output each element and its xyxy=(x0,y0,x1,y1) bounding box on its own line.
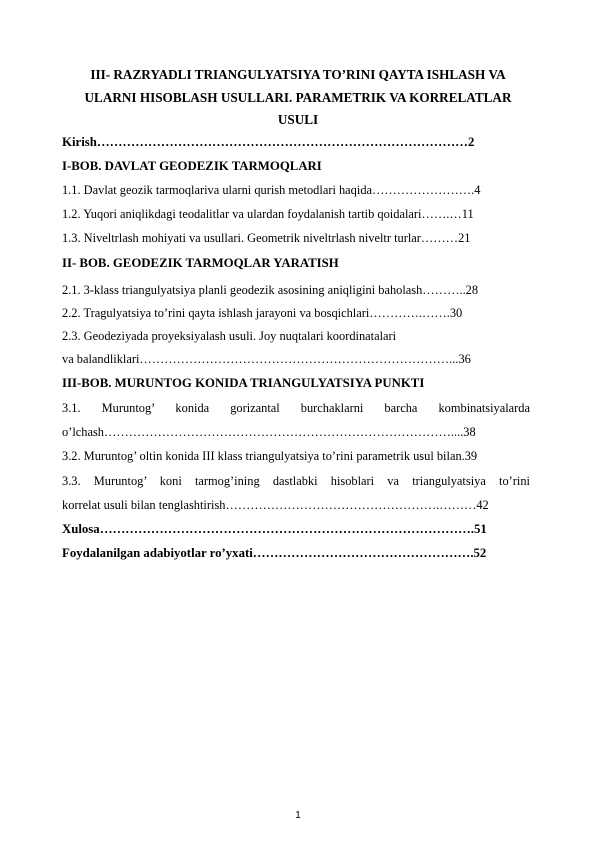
title-line-2: ULARNI HISOBLASH USULLARI. PARAMETRIK VA KORRELATLAR xyxy=(84,89,512,105)
toc-chapter-2: II- BOB. GEODEZIK TARMOQLAR YARATISH xyxy=(62,256,339,270)
toc-chapter-1: I-BOB. DAVLAT GEODEZIK TARMOQLARI xyxy=(62,159,322,173)
toc-entry-adabiyotlar: Foydalanilgan adabiyotlar ro’yxati…………………………………………….52 xyxy=(62,546,487,560)
toc-entry-3-3-line-1: 3.3. Muruntog’ koni tarmog’ining dastlabki hisoblari va triangulyatsiya to’rini xyxy=(62,474,530,488)
toc-entry-xulosa: Xulosa…………………………………………………………………………….51 xyxy=(62,522,487,536)
toc-entry-3-1-line-1: 3.1. Muruntog’ konida gorizantal burchaklarni barcha kombinatsiyalarda xyxy=(62,401,530,415)
toc-entry-3-3-line-2: korrelat usuli bilan tenglashtirish…………………………………………….………42 xyxy=(62,498,489,512)
toc-chapter-3: III-BOB. MURUNTOG KONIDA TRIANGULYATSIYA PUNKTI xyxy=(62,376,425,390)
toc-entry-2-2: 2.2. Tragulyatsiya to’rini qayta ishlash jarayoni va bosqichlari………….…….30 xyxy=(62,306,463,320)
title-line-3: USULI xyxy=(277,112,319,127)
toc-entry-3-1-line-2: o’lchash…………………………………………………………………………....38 xyxy=(62,425,476,439)
toc-entry-1-3: 1.3. Niveltrlash mohiyati va usullari. Geometrik niveltrlash niveltr turlar………21 xyxy=(62,231,471,245)
toc-entry-3-2: 3.2. Muruntog’ oltin konida III klass triangulyatsiya to’rini parametrik usul bilan.39 xyxy=(62,449,478,463)
toc-entry-2-3-line-2: va balandliklari…………………………………………………………………...36 xyxy=(62,352,471,366)
toc-entry-2-3-line-1: 2.3. Geodeziyada proyeksiyalash usuli. Joy nuqtalari koordinatalari xyxy=(62,329,397,343)
document-title xyxy=(58,64,538,132)
title-line-1: III- RAZRYADLI TRIANGULYATSIYA TO’RINI QAYTA ISHLASH VA xyxy=(90,67,506,82)
toc-entry-1-2: 1.2. Yuqori aniqlikdagi teodalitlar va ulardan foydalanish tartib qoidalari…….…11 xyxy=(62,207,474,221)
toc-entry-2-1: 2.1. 3-klass triangulyatsiya planli geodezik asosining aniqligini baholash………..28 xyxy=(62,283,479,297)
page-number: 1 xyxy=(295,810,301,821)
toc-entry-1-1: 1.1. Davlat geozik tarmoqlariva ularni qurish metodlari haqida…………………….4 xyxy=(62,183,481,197)
toc-entry-kirish: Kirish……………………………………………………………………………2 xyxy=(62,135,475,149)
